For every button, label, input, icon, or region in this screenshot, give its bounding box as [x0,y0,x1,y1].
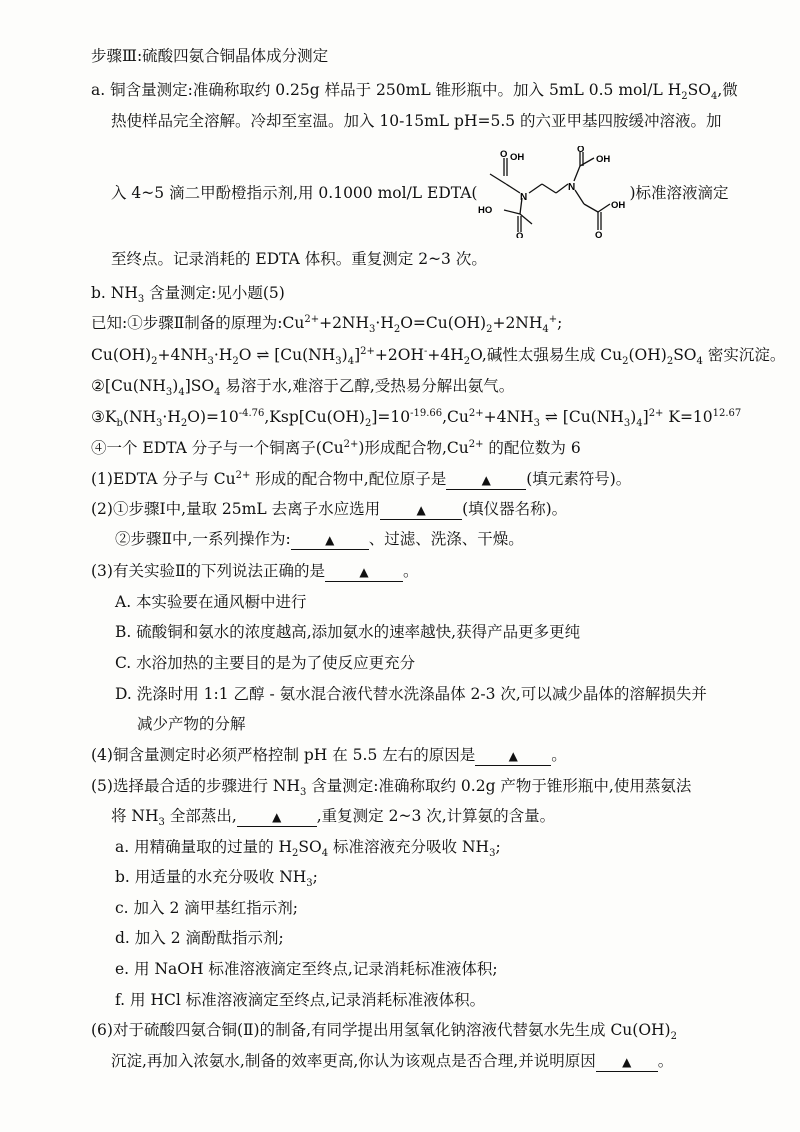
ho-label: HO [478,205,493,216]
question-5: (5)选择最合适的步骤进行 $NH_3$ 含量测定:准确称取约 0.2g 产物于锥形瓶中,使用蒸氨法 [91,777,692,799]
question-6: (6)对于硫酸四氨合铜(Ⅱ)的制备,有同学提出用氢氧化钠溶液代替氨水先生成 $Cu(OH)_2$ [91,1021,677,1043]
edta-structure-diagram [476,146,630,238]
o-label: O [577,146,585,155]
answer-blank[interactable]: ▲ [325,563,403,582]
question-4: (4)铜含量测定时必须严格控制 pH 在 5.5 左右的原因是 ▲ 。 [91,746,567,764]
text-line: $②[Cu(NH_3)_4]SO_4$ 易溶于水,难溶于乙醇,受热易分解出氨气。 [91,377,515,399]
step-option-f: f. 用 HCl 标准溶液滴定至终点,记录消耗标准液体积。 [115,991,486,1009]
oh-label: OH [510,152,525,163]
question-6-continued: 沉淀,再加入浓氨水,制备的效率更高,你认为该观点是否合理,并说明原因 ▲ 。 [111,1052,674,1070]
text-line: 入 4~5 滴二甲酚橙指示剂,用 0.1000 mol/L EDTA( )标准溶液滴定 [111,184,729,202]
answer-blank[interactable]: ▲ [291,531,369,550]
option-d-continued: 减少产物的分解 [137,715,246,733]
o-label: O [500,149,508,160]
text-line: $Cu(OH)_2+4NH_3\cdot H_2O$ ⇌ $[Cu(NH_3)_4]^{2+}+2OH^-+4H_2O$,碱性太强易生成 $Cu_2(OH)_2SO_4$ 密实沉淀。 [91,345,786,368]
text-line: ④一个 EDTA 分子与一个铜离子$(Cu^{2+})$形成配合物$,Cu^{2+}$ 的配位数为 6 [91,438,581,457]
option-d: D. 洗涤时用 1:1 乙醇 - 氨水混合液代替水洗涤晶体 2-3 次,可以减少晶体的溶解损失并 [115,685,707,703]
text-line: 至终点。记录消耗的 EDTA 体积。重复测定 2~3 次。 [111,250,487,268]
question-5-continued: 将 $NH_3$ 全部蒸出, ▲ ,重复测定 2~3 次,计算氨的含量。 [111,807,556,829]
question-3: (3)有关实验Ⅱ的下列说法正确的是 ▲ 。 [91,562,419,580]
option-c: C. 水浴加热的主要目的是为了使反应更充分 [115,654,416,672]
step-option-c: c. 加入 2 滴甲基红指示剂; [115,899,298,917]
n-label: N [568,182,576,193]
section-heading: 步骤Ⅲ:硫酸四氨合铜晶体成分测定 [91,47,329,65]
step-option-b: b. 用适量的水充分吸收 $NH_3$; [115,868,318,890]
answer-blank[interactable]: ▲ [380,501,462,520]
question-2: (2)①步骤Ⅰ中,量取 25mL 去离子水应选用 ▲ (填仪器名称)。 [91,500,568,518]
text-line: 已知:①步骤Ⅱ制备的原理为$:Cu^{2+}+2NH_3\cdot H_2O=Cu(OH)_2+2NH_4^+$; [91,313,563,336]
step-option-e: e. 用 NaOH 标准溶液滴定至终点,记录消耗标准液体积; [115,960,498,978]
step-option-d: d. 加入 2 滴酚酞指示剂; [115,929,284,947]
text-line: b. $NH_3$ 含量测定:见小题(5) [91,284,285,306]
question-1: (1)EDTA 分子与 $Cu^{2+}$ 形成的配合物中,配位原子是 ▲ (填元素符号)。 [91,469,632,488]
o-label: O [516,231,524,238]
text-line: $③K_b(NH_3\cdot H_2O)=10^{-4.76},Ksp[Cu(OH)_2]=10^{-19.66},Cu^{2+}+4NH_3$ ⇌ $[Cu(NH_3)_4]^{2+}$ $K=10^{12.67}$ [91,407,742,430]
text-line: 热使样品完全溶解。冷却至室温。加入 10-15mL pH=5.5 的六亚甲基四胺缓冲溶液。加 [111,112,722,130]
option-a: A. 本实验要在通风橱中进行 [115,593,307,611]
step-option-a: a. 用精确量取的过量的 $H_2SO_4$ 标准溶液充分吸收 $NH_3$; [115,838,501,860]
oh-label: OH [596,154,611,165]
answer-blank[interactable]: ▲ [596,1053,658,1072]
answer-blank[interactable]: ▲ [446,471,526,490]
answer-blank[interactable]: ▲ [237,808,317,827]
question-2-part-2: ②步骤Ⅱ中,一系列操作为: ▲ 、过滤、洗涤、干燥。 [115,530,524,548]
n-label: N [520,192,528,203]
text-line: a. 铜含量测定:准确称取约 0.25g 样品于 250mL 锥形瓶中。加入 5mL 0.5 mol/L $H_2SO_4$,微 [91,81,738,103]
answer-blank[interactable]: ▲ [475,747,551,766]
o-label: O [595,230,603,238]
oh-label: OH [611,200,626,211]
option-b: B. 硫酸铜和氨水的浓度越高,添加氨水的速率越快,获得产品更多更纯 [115,623,581,641]
